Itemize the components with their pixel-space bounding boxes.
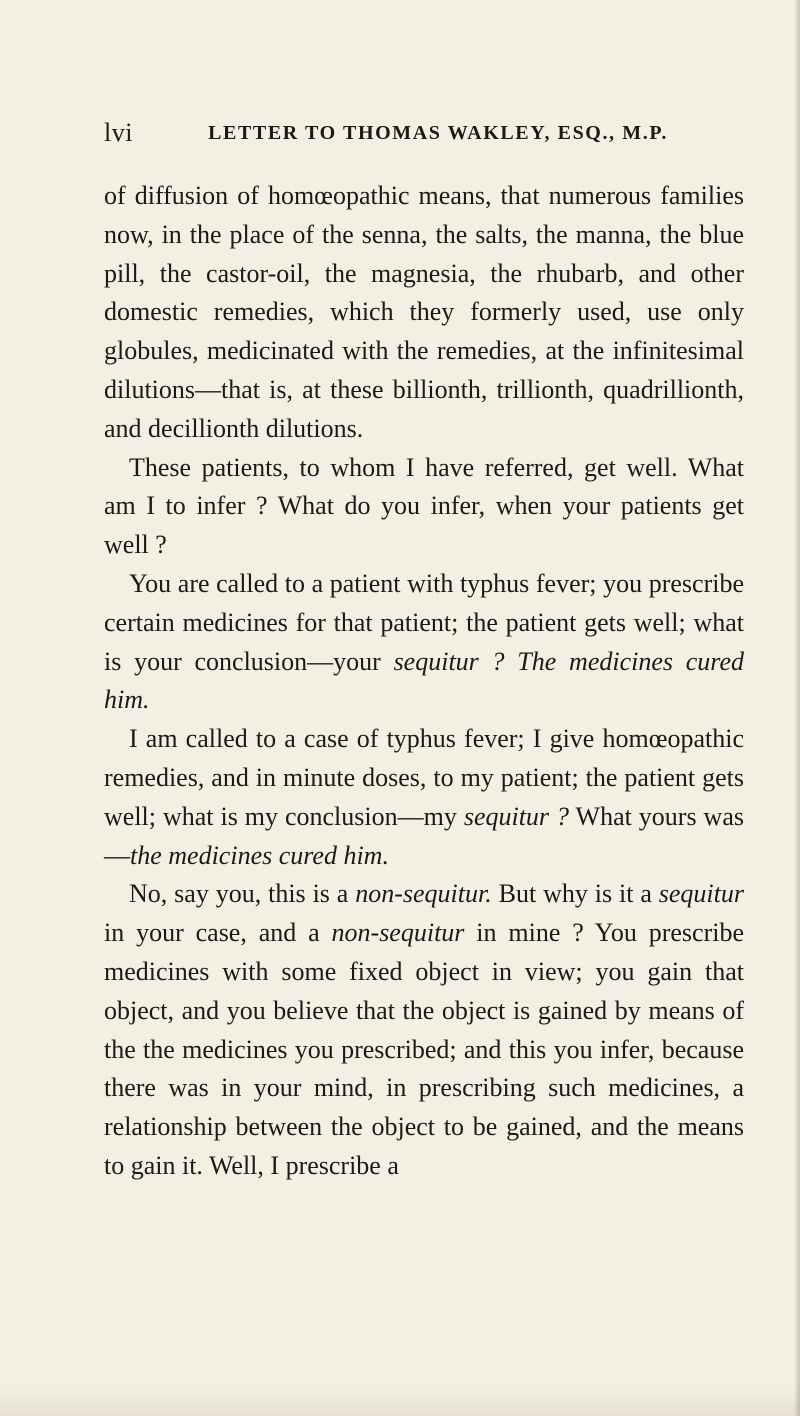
text-segment: No, say you, this is a	[129, 879, 356, 909]
italic-segment: non-sequitur.	[355, 879, 492, 909]
text-segment: in mine ? You prescribe medicines with some fixed object in view; you gain that object, and you believe that the object is gained by means of the the medicines you prescribed; and this you infer, because there was in your mind, in prescribing such medicines, a relationship between the object to be gained, and the means to gain it. Well, I prescribe a	[104, 918, 744, 1180]
text-segment: of diffusion of homœopathic means, that numerous families now, in the place of the senna, the salts, the manna, the blue pill, the castor-oil, the magnesia, the rhubarb, and other domestic remedies, which they formerly used, use only globules, medicinated with the remedies, at the infinitesimal dilutions—that is, at these billionth, trillionth, quadrillionth, and decillionth dilutions.	[104, 181, 744, 443]
page-bottom-shadow	[0, 1386, 800, 1416]
paragraph	[104, 565, 744, 720]
italic-segment: sequitur ? The medicines cured him.	[104, 646, 744, 715]
italic-segment: sequitur	[658, 879, 744, 909]
paragraph	[104, 875, 744, 1185]
text-segment: These patients, to whom I have referred, get well. What am I to infer ? What do you infer, when your patients get well ?	[104, 452, 744, 560]
paragraph	[104, 449, 744, 565]
italic-segment: sequitur ?	[463, 801, 570, 831]
page-edge-shadow	[794, 0, 800, 1416]
text-segment: in your case, and a	[104, 918, 332, 948]
paragraph	[104, 177, 744, 449]
page-number: lvi	[104, 118, 133, 147]
text-segment: But why is it a	[491, 879, 659, 909]
page-header	[104, 118, 744, 150]
paragraph	[104, 720, 744, 875]
text-segment: What yours was—	[104, 801, 744, 870]
text-segment: You are called to a patient with typhus fever; you prescribe certain medicines for that patient; the patient gets well; what is your conclusion—your	[104, 568, 744, 676]
italic-segment: non-sequitur	[331, 918, 465, 948]
running-head: LETTER TO THOMAS WAKLEY, ESQ., M.P.	[208, 122, 668, 144]
body-text	[104, 177, 744, 1186]
text-segment: I am called to a case of typhus fever; I give homœopathic remedies, and in minute doses, to my patient; the patient gets well; what is my conclusion—my	[104, 724, 744, 831]
italic-segment: the medicines cured him.	[130, 840, 389, 870]
